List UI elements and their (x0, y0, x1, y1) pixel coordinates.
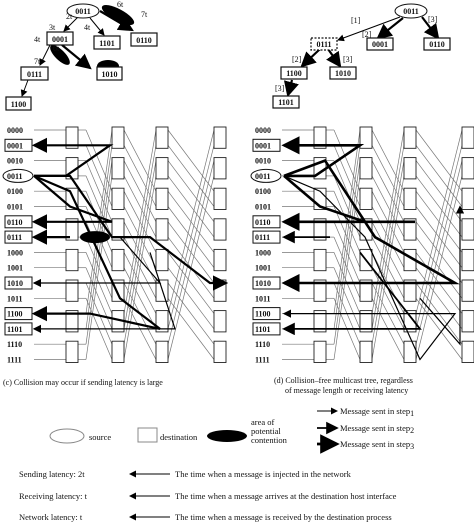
network-port-label: 0111 (7, 233, 23, 243)
tree-c-edge-label: 2t (66, 12, 73, 21)
network-switch (462, 341, 474, 362)
network-switch (360, 158, 372, 179)
network-port-label: 0010 (255, 156, 271, 166)
tree-d-edge (302, 49, 320, 66)
network-wire (124, 176, 156, 237)
tree-d-root-label: 0011 (403, 7, 419, 16)
tree-d-node-label: 0110 (429, 40, 445, 49)
tree-c-node-label: 0001 (52, 35, 68, 44)
network-port-label: 1010 (255, 279, 271, 288)
legend-step3-number: 3 (410, 442, 415, 451)
network-wire (168, 191, 214, 252)
network-d (251, 126, 474, 365)
tree-d-node-label: 0001 (372, 40, 388, 49)
network-wire (168, 222, 214, 283)
legend-step3-label (340, 439, 414, 451)
network-switch (156, 341, 168, 362)
tree-c-edge-label: 7t (34, 57, 41, 66)
network-wire (372, 130, 404, 191)
network-wire (372, 161, 404, 222)
legend-destination-symbol (138, 428, 157, 442)
network-port-label: 1101 (255, 324, 271, 334)
network-switch (404, 127, 416, 148)
network-switch (404, 188, 416, 209)
network-wire (416, 161, 462, 222)
network-switch (112, 188, 124, 209)
caption-c: (c) Collision may occur if sending latency is large (3, 378, 163, 387)
network-switch (214, 249, 226, 270)
network-wire (124, 161, 156, 345)
tree-c-edge (90, 18, 104, 35)
legend-source-label: source (89, 432, 112, 442)
network-wire (168, 207, 214, 268)
network-wire (416, 176, 462, 237)
network-switch (156, 158, 168, 179)
network-port-label: 1000 (255, 248, 271, 258)
network-port-label: 0000 (255, 126, 271, 135)
network-port-label: 1000 (7, 248, 23, 258)
network-switch (360, 341, 372, 362)
network-port-label: 1001 (255, 263, 271, 273)
network-switch (214, 311, 226, 332)
caption-d-line2: of message length or receiving latency (285, 386, 409, 395)
network-wire (124, 268, 156, 329)
tree-c-edge-label: 3t (49, 23, 56, 32)
network-wire (416, 130, 462, 191)
tree-d-edge-label: [2] (362, 30, 372, 39)
tree-c-edge (22, 80, 28, 96)
network-switch (462, 158, 474, 179)
network-c (3, 126, 226, 365)
network-switch (214, 341, 226, 362)
legend-step2-number: 2 (410, 426, 415, 435)
network-port-label: 1101 (7, 324, 23, 334)
network-port-label: 0100 (255, 187, 271, 197)
tree-c-edge-label: 4t (34, 35, 41, 44)
network-port-label: 0111 (255, 233, 271, 243)
network-switch (156, 127, 168, 148)
network-wire (168, 145, 214, 206)
network-switch (156, 249, 168, 270)
network-port-label: 0001 (7, 141, 23, 151)
network-wire (86, 145, 112, 206)
network-port-label: 1100 (7, 309, 23, 319)
tree-d-edge (288, 80, 292, 95)
network-switch (360, 188, 372, 209)
tree-d-edge-label: [1] (351, 16, 361, 25)
network-port-label: 0110 (255, 217, 271, 227)
network-wire (168, 268, 214, 329)
network-switch (314, 341, 326, 362)
network-switch (156, 219, 168, 240)
network-wire (334, 176, 360, 360)
tree-c-edge-label: 7t (141, 10, 148, 19)
network-wire (168, 176, 214, 237)
tree-d-node-label: 1010 (335, 69, 351, 78)
tree-d-edge-label: [3] (343, 55, 353, 64)
network-wire (334, 161, 360, 345)
network-switch (462, 311, 474, 332)
tree-c-edge-label: 6t (117, 0, 124, 9)
network-port-label: 1001 (7, 263, 23, 273)
tree-c-node-label: 1100 (10, 100, 27, 109)
network-switch (66, 341, 78, 362)
tree-c-node-label: 1101 (99, 39, 115, 48)
network-switch (66, 249, 78, 270)
network-switch (156, 188, 168, 209)
network-port-label: 1111 (7, 355, 22, 365)
network-wire (168, 252, 214, 313)
network-port-label: 1100 (255, 309, 271, 319)
network-contention-blob (80, 231, 110, 243)
network-port-label: 1110 (7, 340, 23, 350)
legend-contention-symbol (207, 430, 247, 442)
network-switch (462, 188, 474, 209)
network-port-label: 0100 (7, 187, 23, 197)
tree-c-edge (40, 45, 50, 65)
network-switch (112, 249, 124, 270)
network-switch (462, 127, 474, 148)
legend-step2-text: Message sent in step (340, 423, 411, 433)
network-switch (462, 219, 474, 240)
network-port-label: 0101 (255, 202, 271, 212)
network-switch (112, 127, 124, 148)
tree-d-node-label: 1100 (286, 69, 302, 78)
legend-step1-text: Message sent in step (340, 406, 411, 416)
network-wire (416, 191, 462, 252)
receiving-latency-desc: The time when a message arrives at the destination host interface (175, 491, 397, 501)
tree-d-edge (328, 49, 340, 66)
network-wire (124, 130, 156, 191)
network-port-label: 0011 (7, 171, 23, 181)
tree-c-node-label: 1010 (101, 70, 118, 79)
network-wire (124, 130, 156, 314)
network-latency-desc: The time when a message is received by the destination process (175, 512, 392, 522)
sending-latency: Sending latency: 2t (19, 469, 85, 479)
tree-c-node-label: 0110 (136, 36, 152, 45)
network-switch (112, 158, 124, 179)
network-wire (416, 145, 462, 206)
contention-blob (47, 42, 72, 67)
network-switch (404, 158, 416, 179)
tree-c-node-label: 0111 (26, 70, 43, 79)
legend-contention-label: area of (251, 417, 275, 427)
network-wire (334, 268, 360, 329)
caption-d-line1: (d) Collision–free multicast tree, regardless (274, 376, 413, 385)
sending-latency-desc: The time when a message is injected in the network (175, 469, 351, 479)
network-port-label: 1011 (255, 294, 271, 304)
tree-d-edge-label: [3] (275, 84, 285, 93)
tree-d-edge-label: [3] (428, 15, 438, 24)
network-port-label: 0000 (7, 126, 23, 135)
legend (50, 406, 414, 451)
tree-d (273, 4, 450, 108)
tree-d-node-label: 0111 (316, 40, 332, 49)
legend-contention-label: potential (251, 426, 281, 436)
legend-step1-label (340, 406, 414, 418)
legend-step2-label (340, 423, 414, 435)
legend-destination-label: destination (160, 432, 198, 442)
network-wire (168, 161, 214, 222)
network-latency: Network latency: t (19, 512, 83, 522)
network-wire (168, 130, 214, 191)
network-port-label: 0010 (7, 156, 23, 166)
network-path (34, 176, 226, 283)
network-wire (86, 268, 112, 329)
network-wire (124, 145, 156, 206)
network-port-label: 1111 (255, 355, 270, 365)
network-switch (462, 280, 474, 301)
network-switch (214, 219, 226, 240)
network-switch (314, 249, 326, 270)
tree-c-edge-label: 6t (53, 44, 60, 53)
network-port-label: 1110 (255, 340, 271, 350)
network-port-label: 1010 (7, 279, 23, 288)
receiving-latency: Receiving latency: t (19, 491, 87, 501)
latency-definitions (19, 469, 397, 522)
network-port-label: 0110 (7, 217, 23, 227)
network-port-label: 1011 (7, 294, 23, 304)
tree-c-edge-label: 4t (84, 23, 91, 32)
network-wire (416, 207, 462, 268)
network-wire (372, 176, 404, 360)
tree-d-edge-label: [2] (292, 55, 302, 64)
network-port-label: 0001 (255, 141, 271, 151)
tree-d-node-label: 1101 (278, 98, 294, 107)
network-wire (168, 283, 214, 344)
network-port-label: 0101 (7, 202, 23, 212)
tree-c (6, 0, 157, 110)
network-switch (112, 341, 124, 362)
network-wire (124, 161, 156, 222)
legend-step1-number: 1 (410, 409, 415, 418)
network-wire (416, 298, 462, 359)
network-wire (372, 268, 404, 329)
network-wire (124, 176, 156, 360)
network-switch (214, 127, 226, 148)
network-switch (214, 158, 226, 179)
legend-source-symbol (50, 429, 84, 443)
tree-c-root-label: 0011 (75, 7, 91, 16)
network-wire (372, 176, 404, 237)
network-switch (214, 188, 226, 209)
legend-step3-text: Message sent in step (340, 439, 411, 449)
network-switch (404, 341, 416, 362)
network-wire (334, 145, 360, 329)
legend-contention-label: contention (251, 435, 287, 445)
network-wire (416, 237, 462, 298)
network-switch (462, 249, 474, 270)
network-port-label: 0011 (255, 171, 271, 181)
network-wire (372, 145, 404, 206)
